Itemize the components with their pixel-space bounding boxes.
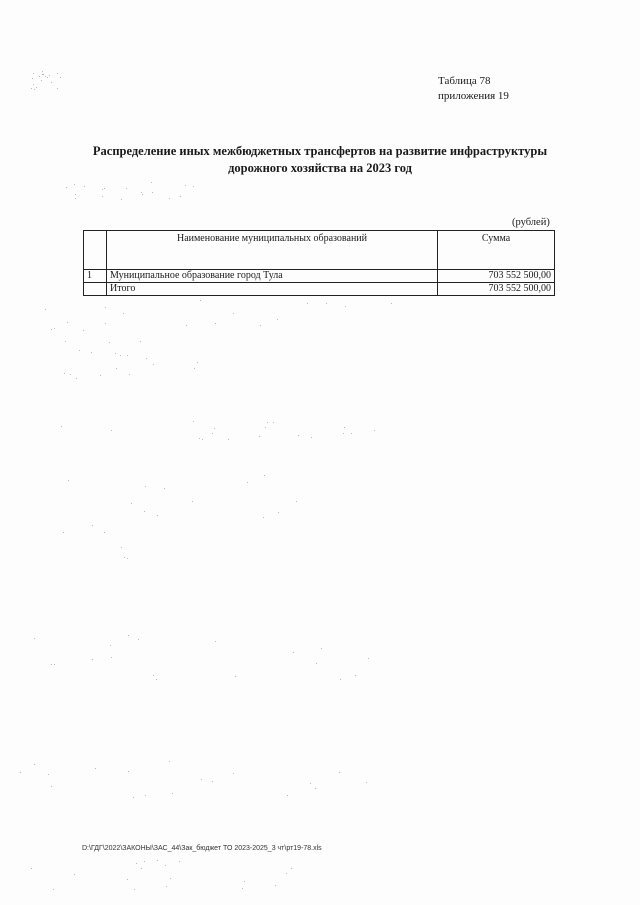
scan-speckle: [51, 664, 52, 665]
scan-speckle: [83, 330, 84, 331]
scan-speckle: [102, 189, 103, 190]
scan-speckle: [212, 433, 213, 434]
scan-speckle: [199, 438, 200, 439]
scan-speckle: [242, 888, 243, 889]
scan-speckle: [109, 342, 110, 343]
scan-speckle: [133, 797, 134, 798]
scan-speckle: [310, 783, 311, 784]
scan-speckle: [60, 77, 61, 78]
title-line-2: дорожного хозяйства на 2023 год: [228, 161, 412, 175]
scan-speckle: [244, 881, 245, 882]
scan-speckle: [260, 325, 261, 326]
scan-speckle: [61, 426, 62, 427]
scan-speckle: [57, 73, 58, 74]
scan-speckle: [265, 427, 266, 428]
scan-speckle: [340, 679, 341, 680]
scan-speckle: [48, 774, 49, 775]
row-amount-cell: 703 552 500,00: [438, 270, 555, 283]
scan-speckle: [233, 313, 234, 314]
scan-speckle: [235, 676, 236, 677]
scan-speckle: [180, 196, 181, 197]
scan-speckle: [124, 557, 125, 558]
scan-speckle: [321, 648, 322, 649]
scan-speckle: [273, 422, 274, 423]
scan-speckle: [315, 788, 316, 789]
scan-speckle: [75, 194, 76, 195]
scan-speckle: [152, 192, 153, 193]
scan-speckle: [144, 861, 145, 862]
scan-speckle: [200, 300, 201, 301]
scan-speckle: [193, 186, 194, 187]
scan-speckle: [267, 422, 268, 423]
scan-speckle: [141, 192, 142, 193]
scan-speckle: [76, 378, 77, 379]
scan-speckle: [278, 512, 279, 513]
scan-speckle: [345, 306, 346, 307]
scan-speckle: [31, 88, 32, 89]
scan-speckle: [264, 475, 265, 476]
scan-speckle: [65, 341, 66, 342]
scan-speckle: [126, 188, 127, 189]
scan-speckle: [123, 313, 124, 314]
table-number: Таблица 78: [438, 75, 491, 87]
scan-speckle: [51, 329, 52, 330]
scan-speckle: [105, 307, 106, 308]
scan-speckle: [193, 421, 194, 422]
scan-speckle: [32, 78, 33, 79]
scan-speckle: [128, 771, 129, 772]
scan-speckle: [64, 373, 65, 374]
scan-speckle: [307, 303, 308, 304]
scan-speckle: [39, 76, 40, 77]
scan-speckle: [263, 517, 264, 518]
scan-speckle: [31, 868, 32, 869]
scan-speckle: [67, 322, 68, 323]
scan-speckle: [34, 638, 35, 639]
scan-speckle: [104, 188, 105, 189]
scan-speckle: [214, 428, 215, 429]
scan-speckle: [344, 427, 345, 428]
scan-speckle: [366, 782, 367, 783]
scan-speckle: [215, 641, 216, 642]
scan-speckle: [128, 635, 129, 636]
scan-speckle: [131, 503, 132, 504]
scan-speckle: [157, 860, 158, 861]
scan-speckle: [368, 658, 369, 659]
scan-speckle: [343, 433, 344, 434]
scan-speckle: [151, 182, 152, 183]
scan-speckle: [259, 436, 260, 437]
scan-speckle: [45, 76, 46, 77]
scan-speckle: [169, 761, 170, 762]
scan-speckle: [286, 873, 287, 874]
scan-speckle: [212, 781, 213, 782]
scan-speckle: [298, 435, 299, 436]
scan-speckle: [34, 764, 35, 765]
scan-speckle: [351, 433, 352, 434]
scan-speckle: [185, 185, 186, 186]
scan-speckle: [75, 198, 76, 199]
scan-speckle: [104, 532, 105, 533]
scan-speckle: [287, 795, 288, 796]
scan-speckle: [170, 878, 171, 879]
scan-speckle: [66, 187, 67, 188]
scan-speckle: [120, 355, 121, 356]
scan-speckle: [247, 482, 248, 483]
scan-speckle: [391, 303, 392, 304]
scan-speckle: [192, 501, 193, 502]
scan-speckle: [54, 328, 55, 329]
scan-speckle: [157, 515, 158, 516]
scan-speckle: [197, 362, 198, 363]
scan-speckle: [84, 186, 85, 187]
scan-speckle: [156, 679, 157, 680]
scan-speckle: [141, 868, 142, 869]
scan-speckle: [92, 525, 93, 526]
scan-speckle: [70, 374, 71, 375]
scan-speckle: [326, 303, 327, 304]
scan-speckle: [275, 885, 276, 886]
scan-speckle: [165, 865, 166, 866]
total-amount-cell: 703 552 500,00: [438, 283, 555, 296]
scan-speckle: [121, 199, 122, 200]
scan-speckle: [140, 341, 141, 342]
scan-speckle: [92, 659, 93, 660]
scan-speckle: [311, 437, 312, 438]
scan-speckle: [138, 639, 139, 640]
scan-speckle: [215, 323, 216, 324]
scan-speckle: [202, 439, 203, 440]
table-total-row: [84, 283, 555, 296]
scan-speckle: [228, 439, 229, 440]
unit-label: (рублей): [512, 217, 550, 228]
scan-speckle: [179, 861, 180, 862]
scan-speckle: [91, 352, 92, 353]
scan-speckle: [100, 375, 101, 376]
scan-speckle: [127, 879, 128, 880]
scan-speckle: [201, 779, 202, 780]
scan-speckle: [153, 675, 154, 676]
header-name-cell: Наименование муниципальных образований: [107, 231, 438, 270]
scan-speckle: [54, 664, 55, 665]
scan-speckle: [121, 547, 122, 548]
scan-speckle: [47, 77, 48, 78]
scan-speckle: [145, 486, 146, 487]
appendix-number: приложения 19: [438, 90, 509, 102]
scan-speckle: [49, 75, 50, 76]
scan-speckle: [33, 84, 34, 85]
scan-speckle: [127, 558, 128, 559]
scan-speckle: [355, 675, 356, 676]
scan-speckle: [291, 868, 292, 869]
scan-speckle: [34, 89, 35, 90]
scan-speckle: [105, 323, 106, 324]
scan-speckle: [79, 350, 80, 351]
row-name-cell: Муниципальное образование город Тула: [107, 270, 438, 283]
scan-speckle: [111, 430, 112, 431]
scan-speckle: [277, 319, 278, 320]
scan-speckle: [41, 80, 42, 81]
scan-speckle: [95, 768, 96, 769]
scan-speckle: [374, 430, 375, 431]
scan-speckle: [53, 889, 54, 890]
scan-speckle: [57, 88, 58, 89]
scan-speckle: [194, 368, 195, 369]
header-amount-cell: Сумма: [438, 231, 555, 270]
scan-speckle: [144, 511, 145, 512]
scan-speckle: [164, 488, 165, 489]
scan-speckle: [166, 886, 167, 887]
total-number-cell: [84, 283, 107, 296]
distribution-table: [83, 230, 555, 296]
scan-speckle: [63, 532, 64, 533]
scan-speckle: [169, 198, 170, 199]
scan-speckle: [115, 353, 116, 354]
scan-speckle: [339, 772, 340, 773]
scan-speckle: [51, 786, 52, 787]
scan-speckle: [43, 74, 44, 75]
scan-speckle: [136, 863, 137, 864]
scan-speckle: [110, 645, 111, 646]
scan-speckle: [51, 82, 52, 83]
scan-speckle: [33, 73, 34, 74]
scan-speckle: [145, 795, 146, 796]
scan-speckle: [45, 309, 46, 310]
scan-speckle: [20, 772, 21, 773]
scan-speckle: [111, 657, 112, 658]
scan-speckle: [186, 325, 187, 326]
scan-speckle: [153, 364, 154, 365]
scan-speckle: [146, 358, 147, 359]
scan-speckle: [129, 374, 130, 375]
scan-speckle: [74, 874, 75, 875]
scan-speckle: [233, 773, 234, 774]
title-line-1: Распределение иных межбюджетных трансфертов на развитие инфраструктуры: [92, 144, 548, 158]
document-title: [80, 143, 560, 177]
scan-speckle: [36, 87, 37, 88]
scan-speckle: [293, 652, 294, 653]
table-reference: [438, 74, 509, 104]
scan-speckle: [134, 889, 135, 890]
row-number-cell: 1: [84, 270, 107, 283]
table-row: [84, 270, 555, 283]
table-header-row: [84, 231, 555, 270]
scan-speckle: [42, 71, 43, 72]
scan-speckle: [116, 368, 117, 369]
total-name-cell: Итого: [107, 283, 438, 296]
scan-speckle: [142, 194, 143, 195]
scan-speckle: [102, 196, 103, 197]
scan-speckle: [127, 355, 128, 356]
scan-speckle: [68, 480, 69, 481]
scan-speckle: [172, 793, 173, 794]
scan-speckle: [296, 501, 297, 502]
header-number-cell: [84, 231, 107, 270]
file-path-footer: D:\ГДГ\2022\ЗАКОНЫ\ЗАС_44\Зак_бюджет ТО 2023-2025_3 чт\рт19-78.xls: [82, 845, 322, 852]
scan-speckle: [316, 663, 317, 664]
scan-speckle: [74, 184, 75, 185]
